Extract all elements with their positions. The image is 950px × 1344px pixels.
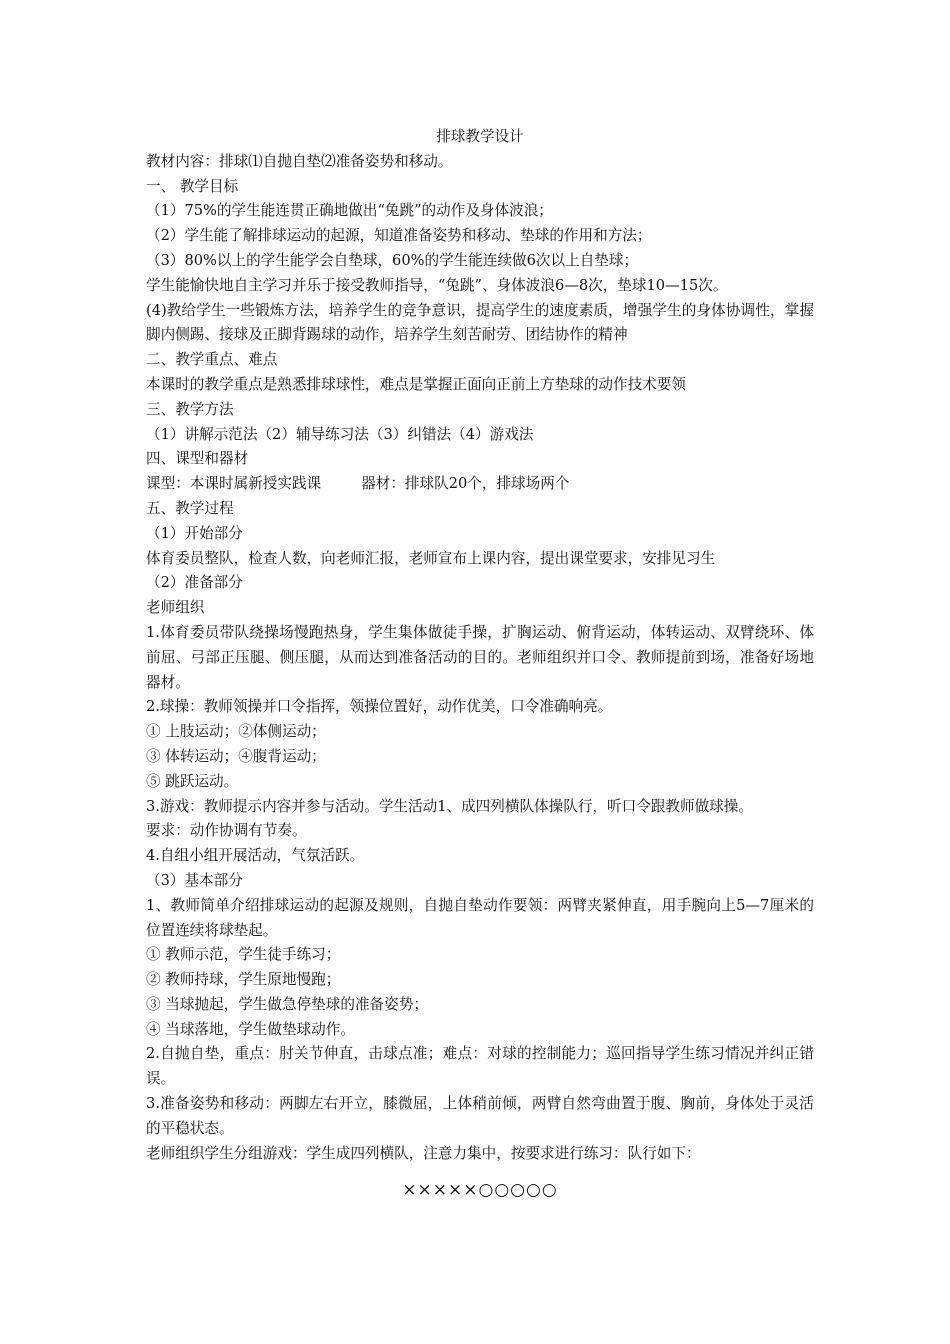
objective-item: （3）80%以上的学生能学会自垫球，60%的学生能连续做6次以上自垫球； <box>146 251 639 269</box>
part-heading-opening: （1）开始部分 <box>146 524 243 542</box>
basic-item: 1、教师简单介绍排球运动的起源及规则，自抛自垫动作要领：两臂夹紧伸直，用手腕向上5—7厘米的位置连续将球垫起。 <box>146 896 814 939</box>
section-heading-process: 五、教学过程 <box>146 499 234 517</box>
section-heading-objectives: 一、 教学目标 <box>146 177 239 195</box>
lesson-type-text: 课型：本课时属新授实践课 <box>146 475 322 493</box>
equipment-text: 器材：排球队20个，排球场两个 <box>361 475 570 493</box>
basic-item: 2.自抛自垫，重点：肘关节伸直，击球点准；难点：对球的控制能力；巡回指导学生练习情况并纠正错误。 <box>146 1045 814 1088</box>
lesson-type-row <box>146 472 814 497</box>
opening-text: 体育委员整队，检查人数，向老师汇报，老师宣布上课内容，提出课堂要求，安排见习生 <box>146 549 716 567</box>
methods-text: （1）讲解示范法（2）辅导练习法（3）纠错法（4）游戏法 <box>146 425 534 443</box>
basic-sub-item: ① 教师示范，学生徒手练习； <box>146 946 341 964</box>
section-heading-lesson-type: 四、课型和器材 <box>146 450 249 468</box>
preparation-item: 1.体育委员带队绕操场慢跑热身，学生集体做徒手操，扩胸运动、俯背运动，体转运动、双臂绕环、体前屈、弓部正压腿、侧压腿，从而达到准备活动的目的。老师组织并口令、教师提前到场，准备好场地器材。 <box>146 623 814 691</box>
basic-sub-item: ③ 当球抛起，学生做急停垫球的准备姿势； <box>146 995 428 1013</box>
requirement-text: 要求：动作协调有节奏。 <box>146 822 307 840</box>
teacher-organization-label: 老师组织 <box>146 599 205 617</box>
document-title: 排球教学设计 <box>436 128 524 145</box>
exercise-sub-item: ⑤ 跳跃运动。 <box>146 772 239 790</box>
exercise-sub-item: ③ 体转运动；④腹背运动； <box>146 747 326 765</box>
formation-diagram: ×××××○○○○○ <box>402 1180 558 1201</box>
key-points-text: 本课时的教学重点是熟悉排球球性，难点是掌握正面向正前上方垫球的动作技术要领 <box>146 375 686 393</box>
basic-sub-item: ② 教师持球，学生原地慢跑； <box>146 971 341 989</box>
game-organization-text: 老师组织学生分组游戏：学生成四列横队，注意力集中，按要求进行练习：队行如下： <box>146 1144 701 1162</box>
basic-sub-item: ④ 当球落地，学生做垫球动作。 <box>146 1020 355 1038</box>
objective-item: （2）学生能了解排球运动的起源，知道准备姿势和移动、垫球的作用和方法； <box>146 227 652 245</box>
part-heading-basic: （3）基本部分 <box>146 871 243 889</box>
document-body <box>146 125 814 1203</box>
exercise-sub-item: ① 上肢运动；②体侧运动； <box>146 723 326 741</box>
section-heading-methods: 三、教学方法 <box>146 400 234 418</box>
objective-item: 学生能愉快地自主学习并乐于接受教师指导，“兔跳”、身体波浪6—8次，垫球10—15次。 <box>146 276 728 294</box>
objective-item: (4)教给学生一些锻炼方法，培养学生的竞争意识，提高学生的速度素质，增强学生的身体协调性，掌握脚内侧踢、接球及正脚背踢球的动作，培养学生刻苦耐劳、团结协作的精神 <box>146 301 814 344</box>
preparation-item: 3.游戏：教师提示内容并参与活动。学生活动1、成四列横队体操队行，听口令跟教师做球操。 <box>146 797 753 815</box>
material-content: 教材内容：排球⑴自抛自垫⑵准备姿势和移动。 <box>146 152 453 170</box>
preparation-item: 4.自组小组开展活动，气氛活跃。 <box>146 847 365 865</box>
basic-item: 3.准备姿势和移动：两脚左右开立，膝微屈，上体稍前倾，两臂自然弯曲置于腹、胸前，身体处于灵活的平稳状态。 <box>146 1095 814 1137</box>
part-heading-preparation: （2）准备部分 <box>146 574 243 592</box>
objective-item: （1）75%的学生能连贯正确地做出“兔跳”的动作及身体波浪； <box>146 202 553 220</box>
preparation-item: 2.球操：教师领操并口令指挥，领操位置好，动作优美，口令准确响亮。 <box>146 698 613 716</box>
section-heading-key-points: 二、教学重点、难点 <box>146 351 278 369</box>
